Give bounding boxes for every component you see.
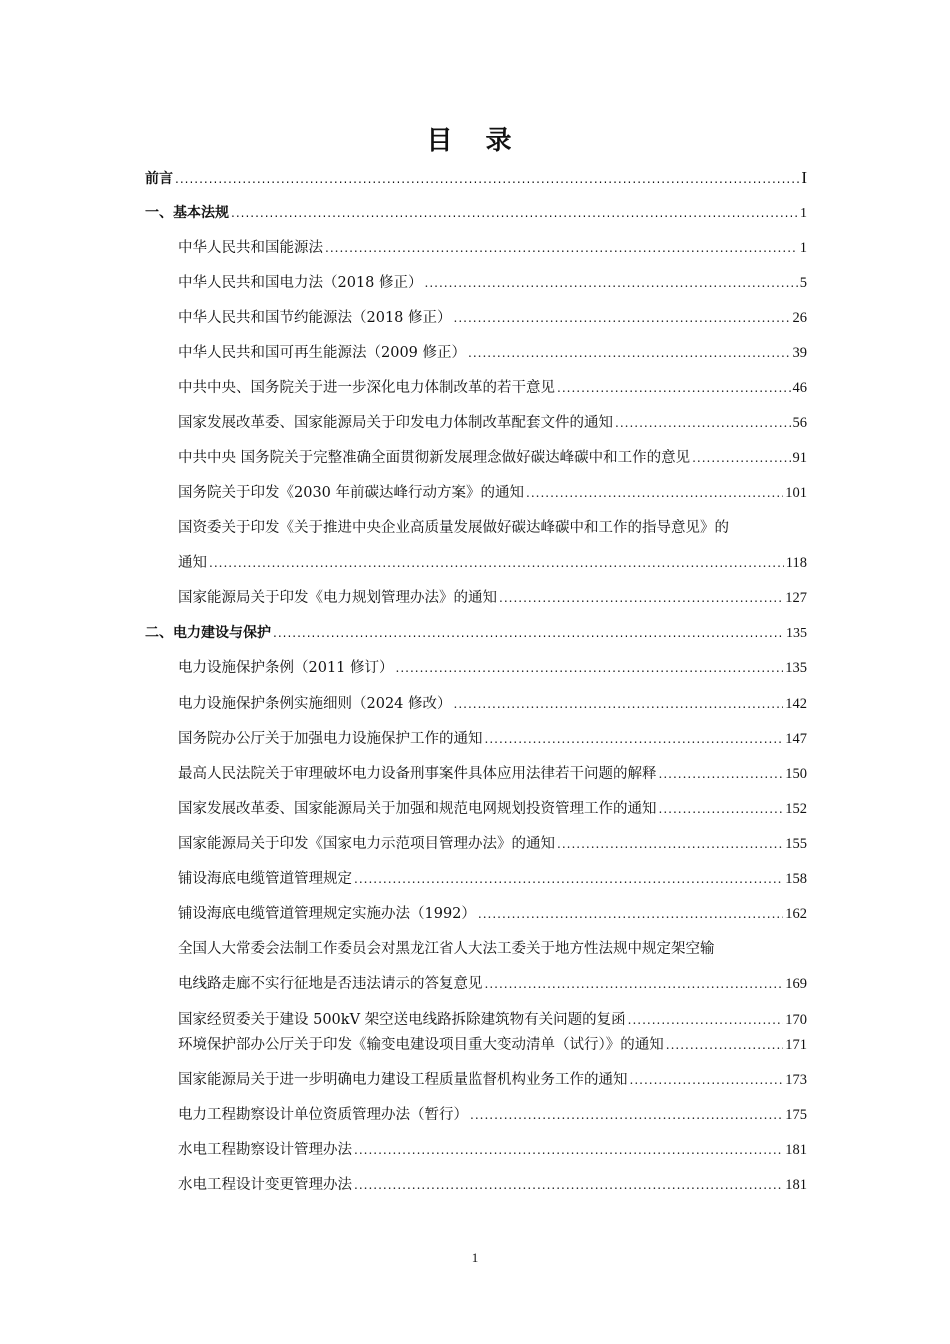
toc-entry-page: 152 — [785, 801, 807, 817]
toc-entry-label-line1[interactable]: 国资委关于印发《关于推进中央企业高质量发展做好碳达峰碳中和工作的指导意见》的 — [178, 520, 729, 536]
toc-entry-page: 1 — [800, 206, 807, 221]
toc-entry-label: 电线路走廊不实行征地是否违法请示的答复意见 — [178, 976, 483, 992]
toc-entry-label: 前言 — [145, 171, 173, 187]
toc-entry-label: 中共中央、国务院关于进一步深化电力体制改革的若干意见 — [178, 380, 555, 396]
toc-entry-page: 46 — [792, 380, 807, 396]
toc-entry-page: 127 — [785, 590, 807, 606]
leader-dots — [454, 309, 791, 327]
toc-entry[interactable] — [178, 1011, 807, 1029]
toc-entry-label: 电力设施保护条例实施细则（2024 修改） — [178, 696, 452, 712]
leader-dots — [628, 1011, 784, 1029]
toc-entry-page: 175 — [785, 1107, 807, 1123]
toc-entry-preface[interactable] — [145, 169, 807, 188]
toc-entry-label: 国家发展改革委、国家能源局关于印发电力体制改革配套文件的通知 — [178, 415, 613, 431]
toc-entry-page: 170 — [785, 1012, 807, 1028]
leader-dots — [630, 1071, 784, 1089]
leader-dots — [231, 204, 798, 222]
leader-dots — [396, 659, 784, 677]
leader-dots — [499, 589, 783, 607]
toc-entry[interactable] — [178, 344, 807, 362]
toc-entry-page: 142 — [785, 696, 807, 712]
toc-entry-label: 中华人民共和国电力法（2018 修正） — [178, 275, 423, 291]
toc-entry-label-line1[interactable]: 全国人大常委会法制工作委员会对黑龙江省人大法工委关于地方性法规中规定架空输 — [178, 941, 715, 957]
leader-dots — [354, 870, 783, 888]
page-number: 1 — [471, 1250, 479, 1265]
leader-dots — [470, 1106, 783, 1124]
toc-entry-page: 91 — [792, 450, 807, 466]
toc-entry-page: I — [801, 168, 807, 187]
toc-entry-label: 国务院办公厅关于加强电力设施保护工作的通知 — [178, 731, 483, 747]
toc-section-construction-protection[interactable] — [145, 624, 807, 643]
toc-entry[interactable] — [178, 695, 807, 713]
toc-entry[interactable] — [178, 800, 807, 818]
toc-entry-label: 一、基本法规 — [145, 205, 229, 221]
toc-entry-page: 147 — [785, 731, 807, 747]
toc-entry-page: 39 — [792, 345, 807, 361]
leader-dots — [485, 730, 784, 748]
leader-dots — [425, 274, 798, 292]
toc-entry[interactable] — [178, 589, 807, 607]
leader-dots — [659, 800, 784, 818]
toc-entry[interactable] — [178, 274, 807, 292]
toc-entry-label: 国家发展改革委、国家能源局关于加强和规范电网规划投资管理工作的通知 — [178, 801, 657, 817]
toc-entry[interactable] — [178, 1176, 807, 1194]
toc-entry-label: 电力工程勘察设计单位资质管理办法（暂行） — [178, 1107, 468, 1123]
toc-entry-page: 118 — [785, 555, 807, 571]
toc-entry-label: 二、电力建设与保护 — [145, 625, 271, 641]
toc-entry[interactable] — [178, 835, 807, 853]
leader-dots — [526, 484, 783, 502]
toc-entry-label: 国家能源局关于印发《电力规划管理办法》的通知 — [178, 590, 497, 606]
toc-entry[interactable] — [178, 379, 807, 397]
toc-entry-page: 26 — [792, 310, 807, 326]
toc-entry[interactable] — [178, 870, 807, 888]
leader-dots — [615, 414, 791, 432]
toc-entry-page: 135 — [786, 626, 807, 641]
leader-dots — [454, 695, 784, 713]
leader-dots — [557, 379, 791, 397]
toc-entry[interactable] — [178, 449, 807, 467]
toc-entry[interactable] — [178, 659, 807, 677]
toc-entry[interactable] — [178, 1141, 807, 1159]
toc-entry-label: 中共中央 国务院关于完整准确全面贯彻新发展理念做好碳达峰碳中和工作的意见 — [178, 450, 691, 466]
toc-entry[interactable] — [178, 905, 807, 923]
toc-entry-page: 162 — [785, 906, 807, 922]
toc-entry-label: 国务院关于印发《2030 年前碳达峰行动方案》的通知 — [178, 485, 525, 501]
toc-entry-page: 158 — [785, 871, 807, 887]
toc-entry-label: 水电工程勘察设计管理办法 — [178, 1142, 352, 1158]
toc-entry[interactable] — [178, 554, 807, 572]
toc-entry-label: 中华人民共和国能源法 — [178, 240, 323, 256]
toc-entry-page: 173 — [785, 1072, 807, 1088]
leader-dots — [666, 1036, 784, 1054]
toc-entry-page: 5 — [799, 275, 807, 291]
leader-dots — [557, 835, 783, 853]
toc-entry-page: 155 — [785, 836, 807, 852]
toc-entry-page: 1 — [799, 240, 807, 256]
leader-dots — [175, 170, 799, 188]
toc-entry-page: 135 — [785, 660, 807, 676]
toc-entry-label: 国家经贸委关于建设 500kV 架空送电线路拆除建筑物有关问题的复函 — [178, 1012, 626, 1028]
toc-entry-label: 国家能源局关于进一步明确电力建设工程质量监督机构业务工作的通知 — [178, 1072, 628, 1088]
toc-entry[interactable] — [178, 414, 807, 432]
toc-section-basic-laws[interactable] — [145, 204, 807, 223]
toc-entry[interactable] — [178, 975, 807, 993]
toc-entry-label: 最高人民法院关于审理破坏电力设备刑事案件具体应用法律若干问题的解释 — [178, 766, 657, 782]
toc-entry-label: 通知 — [178, 555, 207, 571]
toc-entry[interactable] — [178, 239, 807, 257]
toc-entry-page: 171 — [785, 1037, 807, 1053]
leader-dots — [354, 1141, 783, 1159]
toc-entry-label: 中华人民共和国可再生能源法（2009 修正） — [178, 345, 467, 361]
toc-entry-page: 101 — [785, 485, 807, 501]
toc-entry[interactable] — [178, 1036, 807, 1054]
leader-dots — [209, 554, 784, 572]
toc-entry[interactable] — [178, 1071, 807, 1089]
leader-dots — [478, 905, 783, 923]
toc-title: 目 录 — [426, 126, 524, 156]
toc-entry[interactable] — [178, 309, 807, 327]
toc-entry-label: 铺设海底电缆管道管理规定 — [178, 871, 352, 887]
leader-dots — [273, 624, 784, 642]
toc-entry-label: 电力设施保护条例（2011 修订） — [178, 660, 394, 676]
toc-entry-page: 181 — [785, 1177, 807, 1193]
leader-dots — [354, 1176, 783, 1194]
toc-entry[interactable] — [178, 484, 807, 502]
leader-dots — [468, 344, 790, 362]
toc-entry-page: 56 — [792, 415, 807, 431]
toc-entry-label: 水电工程设计变更管理办法 — [178, 1177, 352, 1193]
toc-entry[interactable] — [178, 730, 807, 748]
leader-dots — [659, 765, 784, 783]
toc-entry[interactable] — [178, 765, 807, 783]
toc-entry-label: 国家能源局关于印发《国家电力示范项目管理办法》的通知 — [178, 836, 555, 852]
toc-entry-page: 150 — [785, 766, 807, 782]
toc-entry-label: 铺设海底电缆管道管理规定实施办法（1992） — [178, 906, 476, 922]
toc-entry-page: 181 — [785, 1142, 807, 1158]
toc-entry-page: 169 — [785, 976, 807, 992]
leader-dots — [485, 975, 784, 993]
toc-entry-label: 中华人民共和国节约能源法（2018 修正） — [178, 310, 452, 326]
toc-entry-label: 环境保护部办公厅关于印发《输变电建设项目重大变动清单（试行）》的通知 — [178, 1037, 664, 1053]
toc-entry[interactable] — [178, 1106, 807, 1124]
leader-dots — [325, 239, 798, 257]
leader-dots — [692, 449, 790, 467]
